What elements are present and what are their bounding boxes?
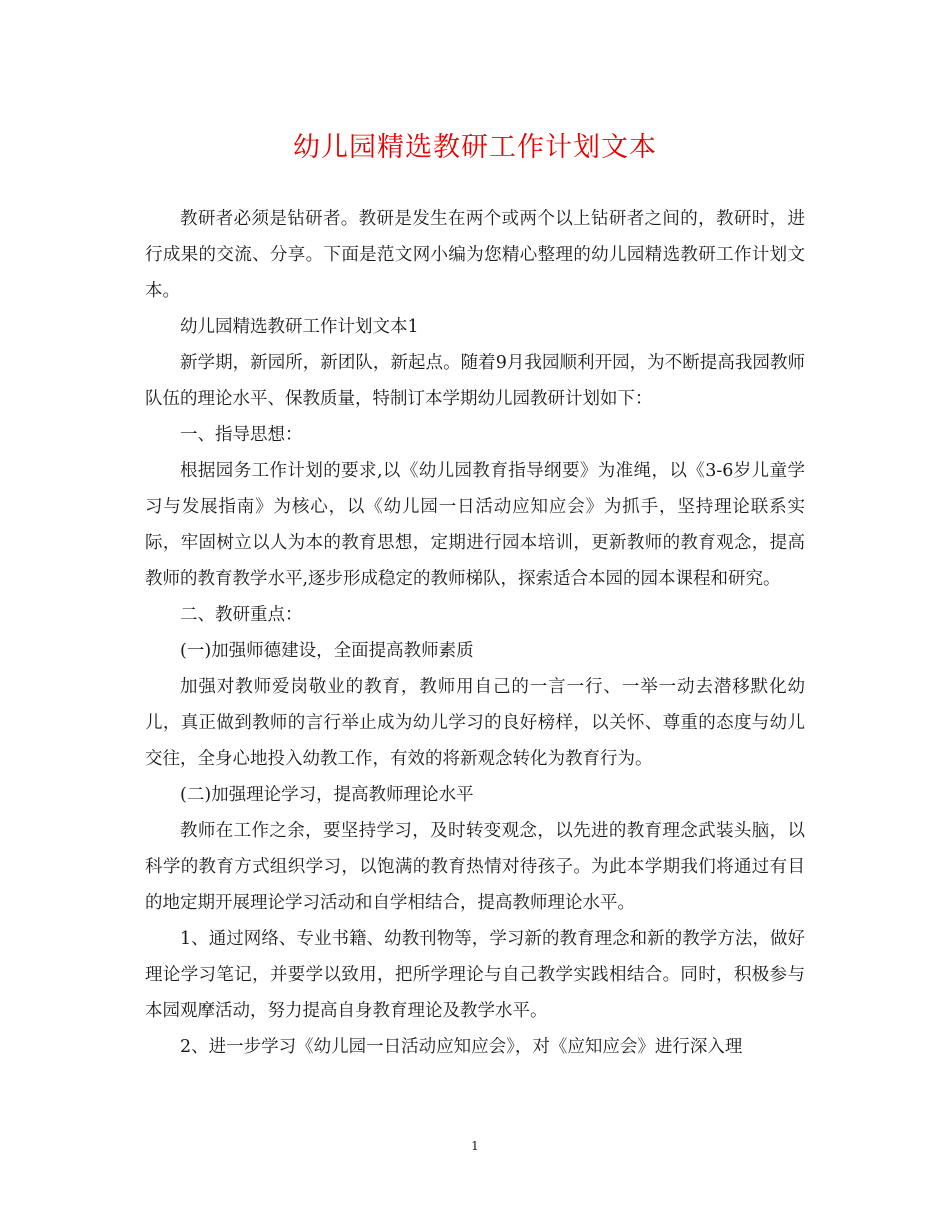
paragraph: 1、通过网络、专业书籍、幼教刊物等，学习新的教育理念和新的教学方法，做好理论学习笔记，并要学以致用，把所学理论与自己教学实践相结合。同时，积极参与本园观摩活动，努力提高自身教育理论及教学水平。 xyxy=(145,929,805,1021)
page-number: 1 xyxy=(471,1139,479,1153)
paragraph-subheading: (一)加强师德建设，全面提高教师素质 xyxy=(180,641,474,661)
paragraph-section-heading: 幼儿园精选教研工作计划文本1 xyxy=(180,317,419,337)
paragraph: 根据园务工作计划的要求,以《幼儿园教育指导纲要》为准绳，以《3-6岁儿童学习与发展指南》为核心，以《幼儿园一日活动应知应会》为抓手，坚持理论联系实际，牢固树立以人为本的教育思想，定期进行园本培训，更新教师的教育观念，提高教师的教育教学水平,逐步形成稳定的教师梯队，探索适合本园的园本课程和研究。 xyxy=(145,461,805,589)
paragraph-heading-research-focus: 二、教研重点： xyxy=(180,605,303,625)
document-body xyxy=(145,201,805,1065)
paragraph-subheading: (二)加强理论学习，提高教师理论水平 xyxy=(180,785,474,805)
paragraph: 新学期，新园所，新团队，新起点。随着9月我园顺利开园，为不断提高我园教师队伍的理论水平、保教质量，特制订本学期幼儿园教研计划如下： xyxy=(145,353,805,409)
paragraph: 加强对教师爱岗敬业的教育，教师用自己的一言一行、一举一动去潜移默化幼儿，真正做到教师的言行举止成为幼儿学习的良好榜样，以关怀、尊重的态度与幼儿交往，全身心地投入幼教工作，有效的将新观念转化为教育行为。 xyxy=(145,677,805,769)
document-title: 幼儿园精选教研工作计划文本 xyxy=(293,132,657,163)
paragraph: 教师在工作之余，要坚持学习，及时转变观念，以先进的教育理念武装头脑，以科学的教育方式组织学习，以饱满的教育热情对待孩子。为此本学期我们将通过有目的地定期开展理论学习活动和自学相结合，提高教师理论水平。 xyxy=(145,821,805,913)
paragraph: 2、进一步学习《幼儿园一日活动应知应会》，对《应知应会》进行深入理 xyxy=(180,1037,743,1057)
paragraph-intro: 教研者必须是钻研者。教研是发生在两个或两个以上钻研者之间的，教研时，进行成果的交流、分享。下面是范文网小编为您精心整理的幼儿园精选教研工作计划文本。 xyxy=(145,209,805,301)
paragraph-heading-guiding-thought: 一、指导思想： xyxy=(180,425,303,445)
